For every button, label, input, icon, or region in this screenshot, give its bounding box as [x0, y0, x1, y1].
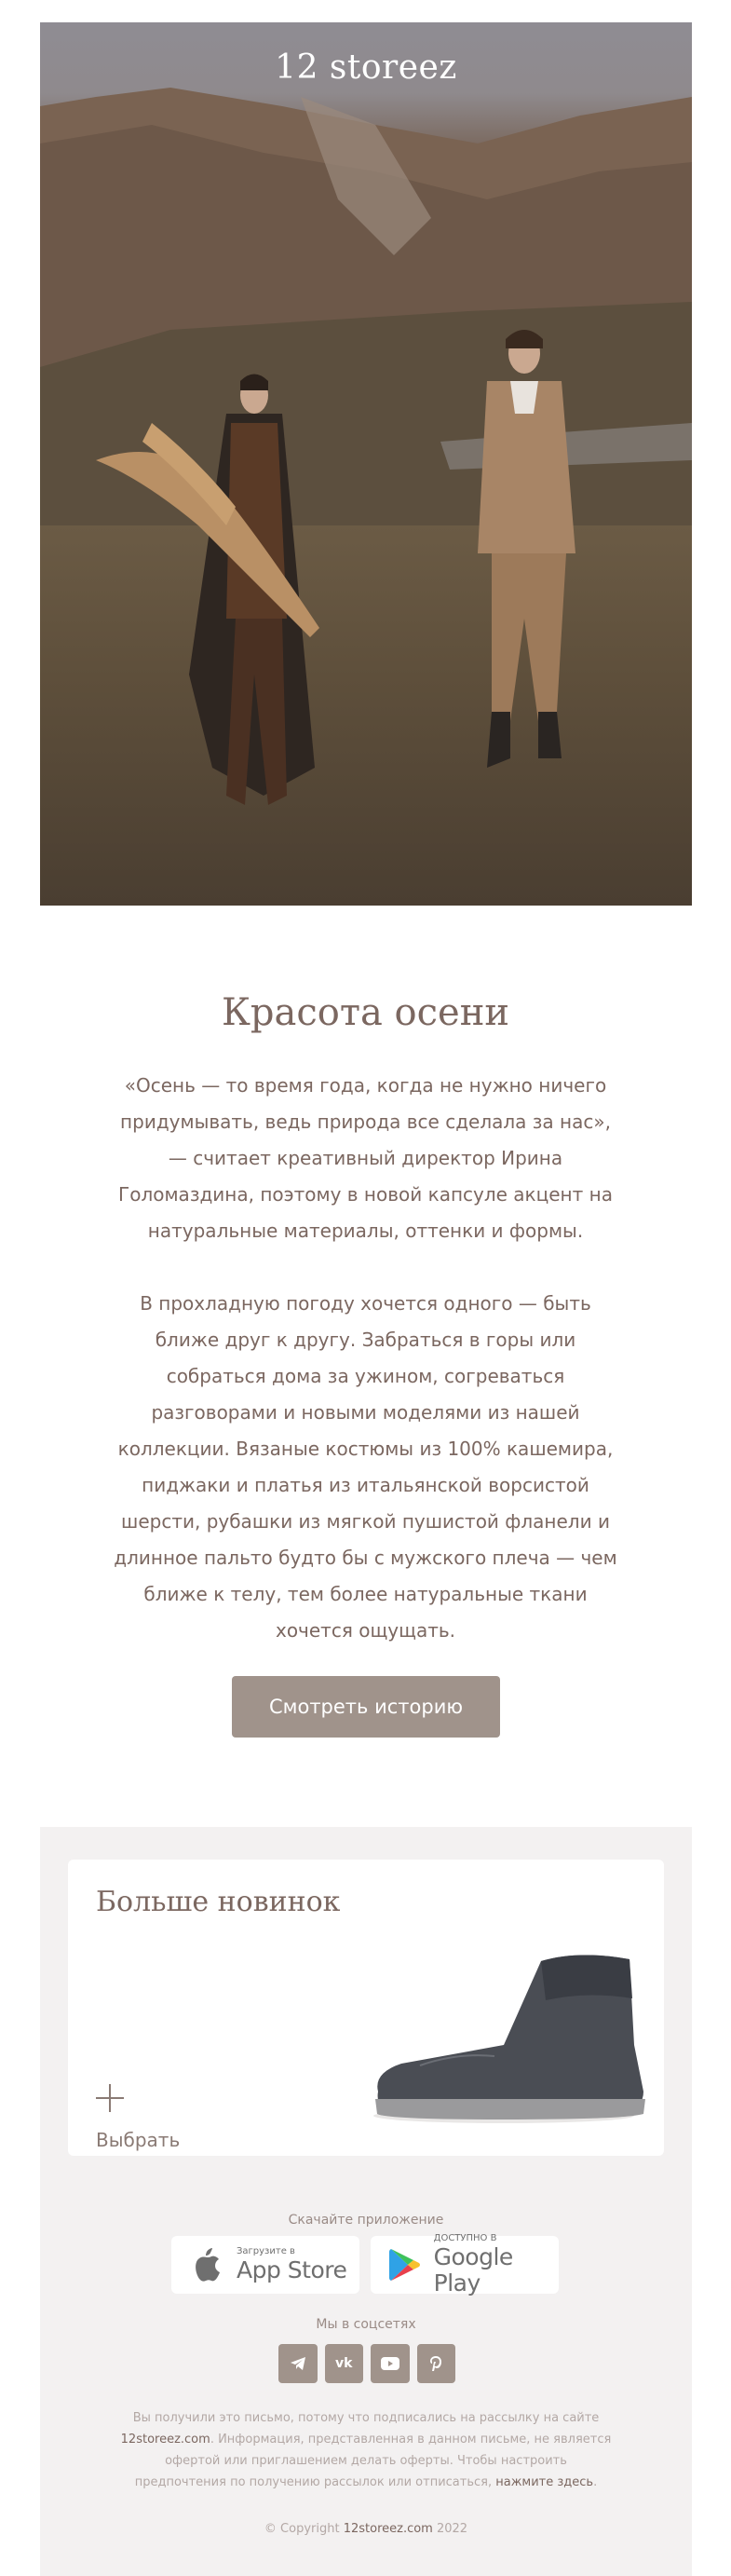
new-arrivals-title: Больше новинок — [96, 1886, 341, 1918]
pinterest-icon[interactable] — [417, 2344, 456, 2383]
disclaimer-text — [119, 2407, 613, 2493]
app-store-small: Загрузите в — [237, 2246, 295, 2256]
disclaimer-part: . Информация, представленная в данном письме, не является офертой или приглашением делать оферты. Чтобы настроить предпочтения по получению рассылок или отписаться, — [134, 2433, 612, 2489]
plus-icon[interactable] — [96, 2084, 124, 2112]
copyright-prefix: © Copyright — [264, 2522, 344, 2536]
story-paragraph: В прохладную погоду хочется одного — быть ближе друг к другу. Забраться в горы или собраться дома за ужином, согреваться разговорами и новыми моделями из нашей коллекции. Вязаные костюмы из 100% кашемира, пиджаки и платья из итальянской ворсистой шерсти, рубашки из мягкой пушистой фланели и длинное пальто будто бы с мужского плеча — чем ближе к телу, тем более натуральные ткани хочется ощущать. — [114, 1292, 617, 1642]
copyright — [40, 2522, 692, 2536]
telegram-icon[interactable] — [278, 2344, 318, 2383]
copyright-site-link[interactable]: 12storeez.com — [343, 2522, 433, 2536]
apple-icon — [188, 2246, 225, 2283]
models-figures — [40, 22, 692, 906]
app-store-button[interactable] — [171, 2236, 359, 2294]
disclaimer-part: Вы получили это письмо, потому что подписались на рассылку на сайте — [132, 2411, 600, 2425]
brand-logo[interactable]: 12 storeez — [275, 48, 457, 87]
intro-paragraph: «Осень — то время года, когда не нужно ничего придумывать, ведь природа все сделала за нас», — считает креативный директор Ирина Голомаздина, поэтому в новой капсуле акцент на натуральные материалы, оттенки и формы. — [118, 1074, 613, 1242]
social-title: Мы в соцсетях — [316, 2317, 416, 2332]
view-story-button[interactable]: Смотреть историю — [232, 1676, 500, 1738]
article-title: Красота осени — [221, 991, 510, 1034]
new-arrivals-card[interactable] — [68, 1860, 664, 2156]
google-play-button[interactable] — [371, 2233, 559, 2297]
choose-link[interactable]: Выбрать — [96, 2129, 181, 2151]
boot-product-image[interactable] — [364, 1942, 649, 2129]
app-store-label: App Store — [237, 2256, 347, 2283]
hero-image[interactable] — [40, 22, 692, 906]
google-play-small: ДОСТУПНО В — [433, 2233, 497, 2243]
site-link[interactable]: 12storeez.com — [120, 2433, 210, 2447]
google-play-label: Google Play — [433, 2243, 513, 2297]
download-app-title: Скачайте приложение — [288, 2213, 444, 2228]
settings-link[interactable]: нажмите здесь — [495, 2475, 594, 2489]
copyright-year: 2022 — [432, 2522, 468, 2536]
vk-text: vk — [335, 2356, 353, 2371]
disclaimer-part: . — [593, 2475, 598, 2489]
vk-icon[interactable] — [325, 2344, 364, 2383]
social-links — [278, 2344, 455, 2385]
footer-panel — [40, 1827, 692, 2576]
google-play-icon — [387, 2246, 423, 2283]
youtube-icon[interactable] — [371, 2344, 410, 2383]
